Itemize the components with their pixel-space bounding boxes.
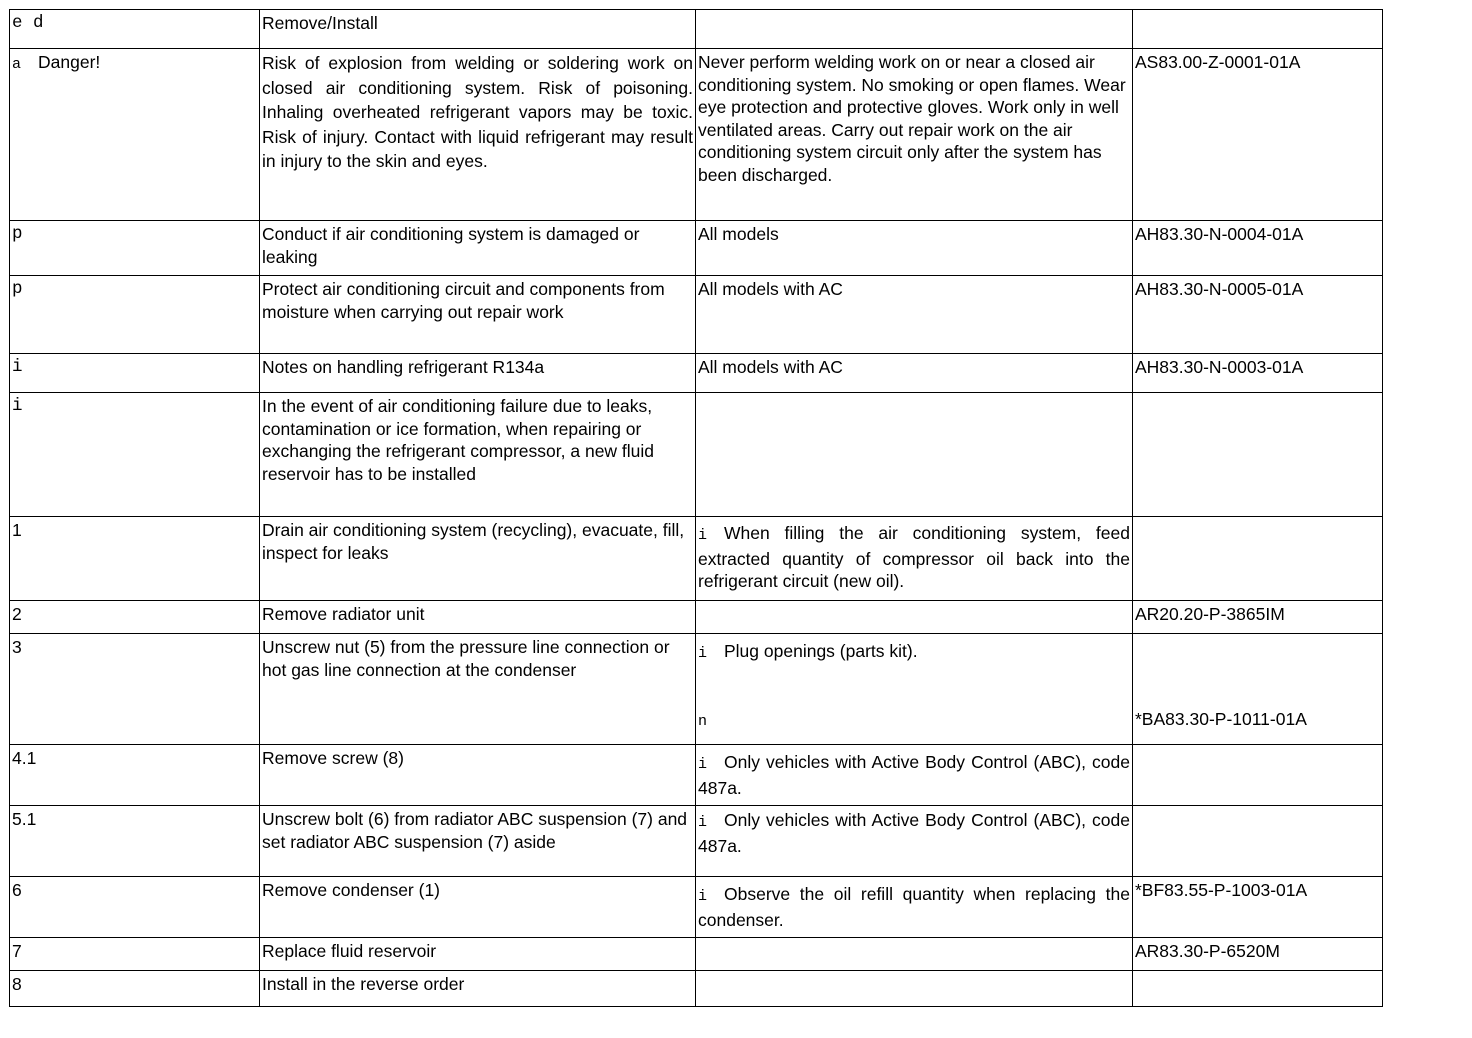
table-row: [10, 393, 1383, 517]
note-text: Observe the oil refill quantity when replacing the condenser.: [698, 884, 1130, 930]
note-cell: [696, 877, 1133, 938]
header-row: [10, 10, 1383, 49]
info-icon: i: [698, 756, 708, 773]
reference-code: *BF83.55-P-1003-01A: [1133, 877, 1383, 938]
note-text: Only vehicles with Active Body Control (ABC), code 487a.: [698, 810, 1130, 856]
note-text: When filling the air conditioning system, feed extracted quantity of compressor oil back into the refrigerant circuit (new oil).: [698, 523, 1130, 591]
note-paragraph: [698, 636, 1130, 666]
info-icon: i: [698, 888, 708, 905]
table-row: [10, 877, 1383, 938]
note-text: Only vehicles with Active Body Control (ABC), code 487a.: [698, 752, 1130, 798]
step-number: 8: [10, 971, 260, 1007]
action-text: Drain air conditioning system (recycling), evacuate, fill, inspect for leaks: [260, 517, 696, 601]
note-cell: [696, 634, 1133, 745]
note-text: [696, 601, 1133, 634]
step-number: 2: [10, 601, 260, 634]
note-text: All models with AC: [696, 276, 1133, 354]
note-text: All models: [696, 221, 1133, 276]
info-icon: i: [698, 814, 708, 831]
ref-cell: [1133, 634, 1383, 745]
note-text: All models with AC: [696, 354, 1133, 393]
step-number: 7: [10, 938, 260, 971]
danger-label: Danger!: [38, 52, 101, 72]
table-row: [10, 971, 1383, 1007]
note-paragraph: [698, 808, 1130, 857]
action-text: Protect air conditioning circuit and components from moisture when carrying out repair work: [260, 276, 696, 354]
reference-code: [1133, 517, 1383, 601]
step-number: 4.1: [10, 745, 260, 806]
reference-code: AH83.30-N-0004-01A: [1133, 221, 1383, 276]
action-text: Install in the reverse order: [260, 971, 696, 1007]
table-row: [10, 221, 1383, 276]
table-row: [10, 49, 1383, 221]
info-icon: i: [10, 354, 260, 393]
procedure-table: [9, 9, 1383, 1007]
danger-icon: a: [12, 56, 22, 73]
reference-code: AR20.20-P-3865IM: [1133, 601, 1383, 634]
note-text: [696, 393, 1133, 517]
step-icon: p: [10, 221, 260, 276]
info-icon: i: [10, 393, 260, 517]
step-cell: [10, 49, 260, 221]
action-text: In the event of air conditioning failure due to leaks, contamination or ice formation, when repairing or exchanging the refrigerant compressor, a new fluid reservoir has to be installed: [260, 393, 696, 517]
action-text: Unscrew nut (5) from the pressure line connection or hot gas line connection at the condenser: [260, 634, 696, 745]
note-icon: n: [698, 712, 708, 730]
note-cell: [696, 517, 1133, 601]
note-paragraph: [698, 879, 1130, 931]
header-title: Remove/Install: [260, 10, 696, 49]
note-text: [696, 971, 1133, 1007]
table-row: [10, 354, 1383, 393]
step-number: 6: [10, 877, 260, 938]
note-cell: [696, 806, 1133, 877]
reference-code: [1133, 745, 1383, 806]
action-text: Replace fluid reservoir: [260, 938, 696, 971]
step-number: 5.1: [10, 806, 260, 877]
table-row: [10, 806, 1383, 877]
action-text: Remove radiator unit: [260, 601, 696, 634]
note-text: Never perform welding work on or near a closed air conditioning system. No smoking or open flames. Wear eye protection and protective gloves. Work only in well ventilated areas. Carry out repair work on the air conditioning system circuit only after the system has been discharged.: [696, 49, 1133, 221]
reference-code: AS83.00-Z-0001-01A: [1133, 49, 1383, 221]
reference-code: AR83.30-P-6520M: [1133, 938, 1383, 971]
step-number: 1: [10, 517, 260, 601]
reference-code: [1133, 971, 1383, 1007]
table-row: [10, 601, 1383, 634]
step-icon: p: [10, 276, 260, 354]
action-text: Unscrew bolt (6) from radiator ABC suspension (7) and set radiator ABC suspension (7) aside: [260, 806, 696, 877]
action-text: Conduct if air conditioning system is damaged or leaking: [260, 221, 696, 276]
info-icon: i: [698, 527, 708, 544]
info-icon: i: [698, 645, 708, 662]
note-text: [696, 938, 1133, 971]
header-note-cell: [696, 10, 1133, 49]
table-row: [10, 276, 1383, 354]
table-row: [10, 938, 1383, 971]
action-text: Remove condenser (1): [260, 877, 696, 938]
reference-code: *BA83.30-P-1011-01A: [1135, 709, 1307, 729]
reference-code: [1133, 393, 1383, 517]
reference-code: AH83.30-N-0005-01A: [1133, 276, 1383, 354]
reference-code: AH83.30-N-0003-01A: [1133, 354, 1383, 393]
note-paragraph: [698, 747, 1130, 799]
reference-code: [1133, 806, 1383, 877]
table-row: [10, 517, 1383, 601]
note-text: Plug openings (parts kit).: [724, 641, 918, 661]
note-cell: [696, 745, 1133, 806]
header-type-code: e d: [10, 10, 260, 49]
header-ref-cell: [1133, 10, 1383, 49]
action-text: Remove screw (8): [260, 745, 696, 806]
table-row: [10, 745, 1383, 806]
note-paragraph: [698, 519, 1130, 593]
action-text: Notes on handling refrigerant R134a: [260, 354, 696, 393]
step-number: 3: [10, 634, 260, 745]
table-row: [10, 634, 1383, 745]
action-text: Risk of explosion from welding or soldering work on closed air conditioning system. Risk of poisoning. Inhaling overheated refrigerant vapors may be toxic. Risk of injury. Contact with liquid refrigerant may result in injury to the skin and eyes.: [260, 49, 696, 221]
